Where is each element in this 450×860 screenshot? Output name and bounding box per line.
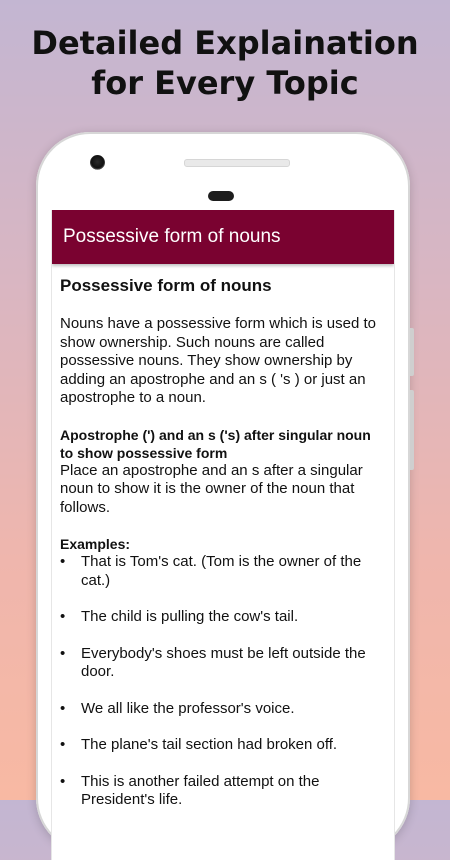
list-item [60,700,386,719]
list-item [60,736,386,755]
bullet-icon: • [60,644,66,662]
app-bar-title: Possessive form of nouns [63,226,281,247]
article-content[interactable] [52,264,394,810]
section-subheading: Apostrophe (') and an s ('s) after singular noun to show possessive form [60,426,371,461]
examples-list [60,553,386,810]
bullet-icon: • [60,699,66,717]
example-text: The child is pulling the cow's tail. [81,608,299,625]
power-button [410,328,414,376]
bullet-icon: • [60,736,66,753]
example-text: We all like the professor's voice. [81,699,295,717]
bullet-icon: • [60,608,66,625]
bullet-icon: • [60,553,66,570]
promo-headline-line-1: Detailed Explaination [31,24,419,62]
earpiece-speaker [184,159,290,167]
section-paragraph: Place an apostrophe and an s after a singular noun to show it is the owner of the noun that follows. [60,461,363,516]
promo-headline-line-2: for Every Topic [91,64,359,102]
list-item [60,608,386,627]
examples-label: Examples: [60,536,131,552]
bullet-icon: • [60,772,66,790]
intro-paragraph: Nouns have a possessive form which is used to show ownership. Such nouns are called possessive nouns. They show ownership by adding an apostrophe and an s ( 's ) or just an apostrophe to a noun. [60,315,376,406]
example-text: The plane's tail section had broken off. [81,736,338,753]
list-item [60,553,386,590]
list-item [60,645,386,682]
proximity-sensor [208,191,234,201]
phone-frame [36,132,410,852]
example-text: That is Tom's cat. (Tom is the owner of the cat.) [81,553,362,589]
app-bar [52,210,394,264]
article-title: Possessive form of nouns [60,276,272,295]
volume-button [410,390,414,470]
front-camera-icon [90,155,105,170]
list-item [60,773,386,810]
example-text: Everybody's shoes must be left outside the door. [81,644,366,680]
example-text: This is another failed attempt on the President's life. [81,772,320,808]
phone-screen [51,210,395,860]
